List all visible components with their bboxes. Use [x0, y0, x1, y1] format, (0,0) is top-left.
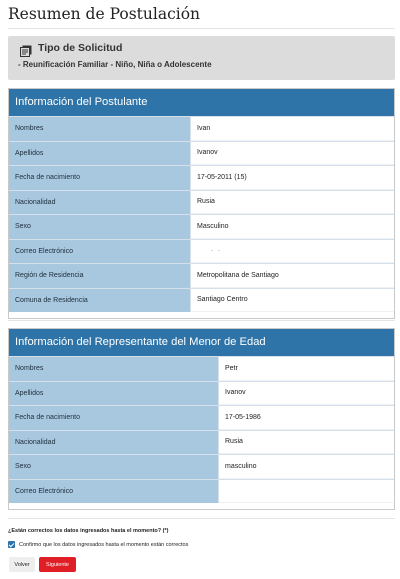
page-title: Resumen de Postulación — [8, 5, 201, 23]
applicant-row-region — [9, 263, 394, 288]
row-value: Petr — [219, 357, 394, 381]
confirmation-label: Confirmo que los datos ingresados hasta el momento están correctos — [19, 541, 189, 548]
section-divider — [8, 518, 395, 519]
panel-footer — [9, 503, 394, 509]
row-label: Correo Electrónico — [9, 480, 219, 504]
request-type-box — [8, 36, 395, 80]
row-label: Nacionalidad — [9, 191, 191, 215]
representative-panel-heading: Información del Representante del Menor de Edad — [9, 329, 394, 356]
row-label: Sexo — [9, 455, 219, 479]
row-label: Nombres — [9, 117, 191, 141]
representative-row-surnames — [9, 381, 394, 406]
applicant-panel — [8, 88, 395, 319]
row-value: 17-05-1986 — [219, 406, 394, 430]
next-button[interactable]: Siguiente — [39, 557, 76, 572]
applicant-row-names — [9, 116, 394, 141]
row-value: Rusia — [219, 431, 394, 455]
row-label: Fecha de nacimiento — [9, 166, 191, 190]
title-divider — [8, 28, 395, 29]
row-value: Masculino — [191, 215, 394, 239]
confirmation-checkbox-row[interactable] — [8, 541, 188, 548]
representative-panel — [8, 328, 395, 510]
row-label: Apellidos — [9, 382, 219, 406]
applicant-panel-heading: Información del Postulante — [9, 89, 394, 116]
representative-row-nationality — [9, 430, 394, 455]
applicant-row-email — [9, 239, 394, 264]
confirmation-checkbox[interactable] — [8, 541, 15, 548]
row-value: - - — [191, 240, 394, 264]
row-value: masculino — [219, 455, 394, 479]
representative-row-sex — [9, 454, 394, 479]
panel-footer — [9, 312, 394, 318]
row-label: Comuna de Residencia — [9, 289, 191, 313]
list-document-icon — [20, 44, 32, 56]
row-value: Rusia — [191, 191, 394, 215]
row-value: Ivanov — [219, 382, 394, 406]
row-label: Región de Residencia — [9, 264, 191, 288]
row-value: Santiago Centro — [191, 289, 394, 313]
request-type-value: - Reunificación Familiar - Niño, Niña o Adolescente — [18, 60, 212, 69]
row-label: Nombres — [9, 357, 219, 381]
row-value — [219, 480, 394, 504]
applicant-row-commune — [9, 288, 394, 313]
row-label: Correo Electrónico — [9, 240, 191, 264]
row-value: 17-05-2011 (15) — [191, 166, 394, 190]
applicant-row-nationality — [9, 190, 394, 215]
row-value: Ivanov — [191, 142, 394, 166]
row-label: Fecha de nacimiento — [9, 406, 219, 430]
row-label: Sexo — [9, 215, 191, 239]
representative-row-birthdate — [9, 405, 394, 430]
applicant-row-surnames — [9, 141, 394, 166]
row-label: Apellidos — [9, 142, 191, 166]
back-button[interactable]: Volver — [9, 557, 35, 572]
row-value: Metropolitana de Santiago — [191, 264, 394, 288]
representative-row-names — [9, 356, 394, 381]
section-divider — [8, 320, 395, 321]
request-type-heading: Tipo de Solicitud — [38, 42, 123, 54]
applicant-row-birthdate — [9, 165, 394, 190]
row-value: Ivan — [191, 117, 394, 141]
row-label: Nacionalidad — [9, 431, 219, 455]
representative-row-email — [9, 479, 394, 504]
confirmation-question: ¿Están correctos los datos ingresados hasta el momento? (*) — [8, 528, 169, 534]
applicant-row-sex — [9, 214, 394, 239]
